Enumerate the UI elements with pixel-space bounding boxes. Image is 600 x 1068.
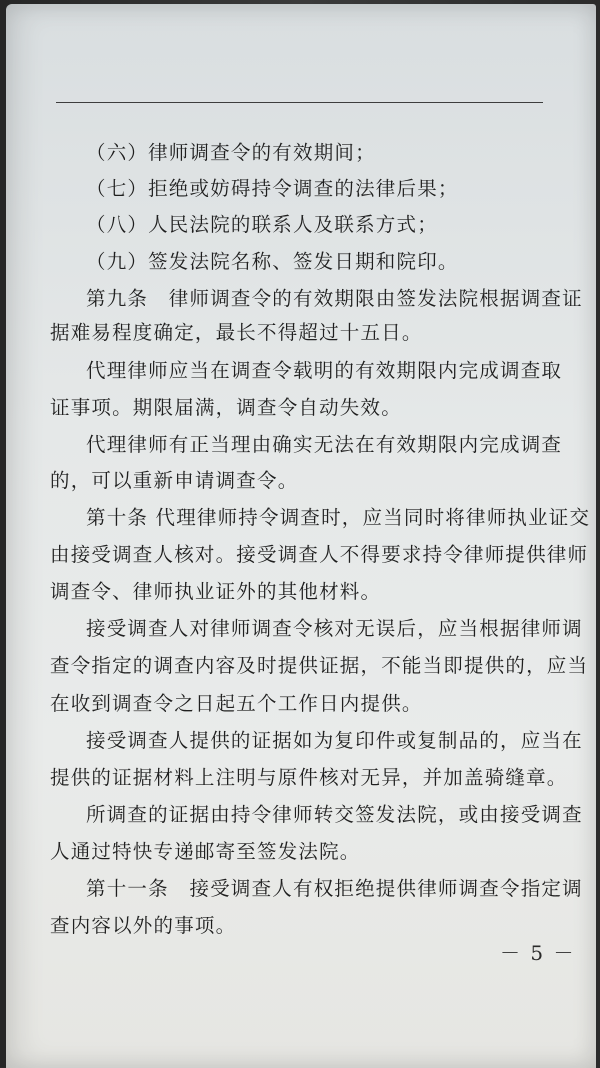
text-line: 证事项。期限届满，调查令自动失效。	[50, 396, 402, 419]
text-line: 接受调查人提供的证据如为复印件或复制品的，应当在	[86, 729, 583, 752]
text-line: 查令指定的调查内容及时提供证据，不能当即提供的，应当	[50, 654, 589, 677]
text-line: 人通过特快专递邮寄至签发法院。	[50, 840, 361, 863]
text-line: 代理律师应当在调查令载明的有效期限内完成调查取	[86, 359, 563, 382]
text-line: 第九条 律师调查令的有效期限由签发法院根据调查证	[86, 287, 583, 310]
text-line: 据难易程度确定，最长不得超过十五日。	[50, 321, 423, 344]
text-line: 查内容以外的事项。	[50, 914, 237, 937]
text-line: （七）拒绝或妨碍持令调查的法律后果；	[86, 177, 459, 200]
text-line: 接受调查人对律师调查令核对无误后，应当根据律师调	[86, 617, 583, 640]
text-line: 的，可以重新申请调查令。	[50, 469, 299, 492]
text-line: （六）律师调查令的有效期间；	[86, 141, 376, 164]
text-line: 所调查的证据由持令律师转交签发法院，或由接受调查	[86, 803, 583, 826]
page-number: － 5 －	[500, 941, 576, 965]
header-rule	[56, 102, 543, 103]
text-line: 在收到调查令之日起五个工作日内提供。	[50, 692, 423, 715]
text-line: （九）签发法院名称、签发日期和院印。	[86, 250, 459, 273]
text-line: （八）人民法院的联系人及联系方式；	[86, 213, 438, 236]
text-line: 代理律师有正当理由确实无法在有效期限内完成调查	[86, 433, 563, 456]
text-line: 提供的证据材料上注明与原件核对无异，并加盖骑缝章。	[50, 766, 568, 789]
text-line: 调查令、律师执业证外的其他材料。	[50, 580, 382, 603]
text-line: 第十一条 接受调查人有权拒绝提供律师调查令指定调	[86, 877, 583, 900]
text-line: 第十条 代理律师持令调查时，应当同时将律师执业证交	[86, 506, 591, 529]
text-line: 由接受调查人核对。接受调查人不得要求持令律师提供律师	[50, 543, 589, 566]
